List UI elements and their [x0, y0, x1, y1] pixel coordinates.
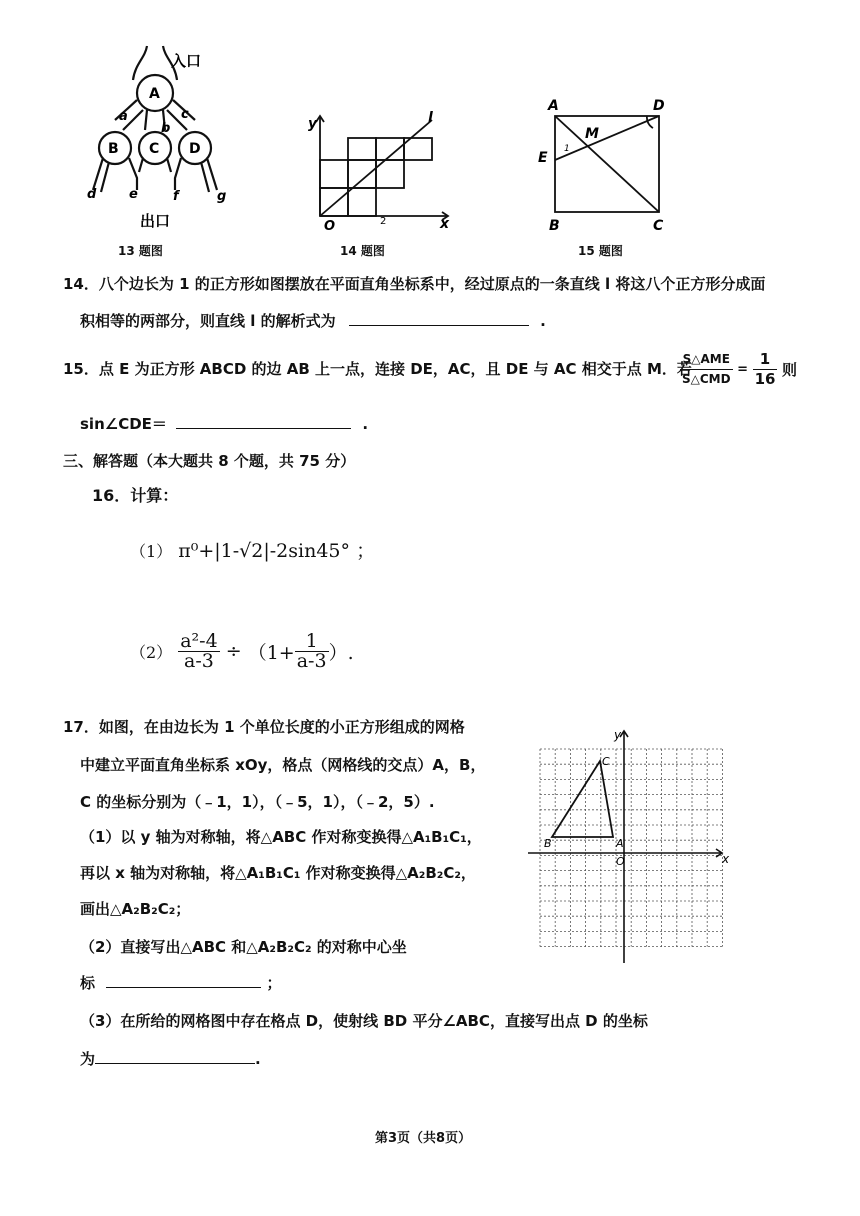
- q17-line6: 画出△A₂B₂C₂；: [80, 900, 191, 918]
- label-exit: 出口: [140, 212, 171, 230]
- q14-line2: 积相等的两部分，则直线 l 的解析式为 .: [80, 312, 546, 330]
- figure-15-square: [535, 96, 675, 236]
- q17-line4: （1）以 y 轴为对称轴，将△ABC 作对称变换得△A₁B₁C₁，: [80, 828, 482, 846]
- q17-line3: C 的坐标分别为（﹣1，1），（﹣5，1），（﹣2，5）.: [80, 793, 435, 811]
- svg-text:C: C: [149, 141, 160, 157]
- svg-text:M: M: [585, 126, 599, 142]
- svg-text:C: C: [653, 218, 664, 234]
- q16-part2: （2） $\frac{\text{a²-4}}{a-3}$ ÷ （1+ $\frac{1}{a-3}$ ）.: [130, 630, 354, 672]
- q17-line9: （3）在所给的网格图中存在格点 D，使射线 BD 平分∠ABC，直接写出点 D 的坐标: [80, 1012, 648, 1030]
- q16-part1: （1） π⁰+|1-√2|-2sin45° ；: [130, 540, 376, 562]
- svg-text:B: B: [108, 141, 119, 157]
- q15-ratio: $\frac{\text{S△AME}}{\text{S△CMD}}$ = $\frac{1}{16}$ 则: [682, 350, 797, 388]
- q14-line1: 14．八个边长为 1 的正方形如图摆放在平面直角坐标系中，经过原点的一条直线 l 将这八个正方形分成面: [63, 275, 766, 293]
- svg-text:x: x: [722, 852, 730, 866]
- figure-15-caption: 15 题图: [578, 244, 623, 258]
- figure-14-caption: 14 题图: [340, 244, 385, 258]
- q14-answer-blank[interactable]: [349, 311, 529, 326]
- svg-text:C: C: [602, 755, 610, 768]
- svg-text:c: c: [181, 107, 189, 122]
- q15-answer-blank[interactable]: [176, 414, 351, 429]
- q17-line7: （2）直接写出△ABC 和△A₂B₂C₂ 的对称中心坐: [80, 938, 407, 956]
- svg-text:2: 2: [380, 216, 387, 227]
- q16-title: 16．计算：: [92, 486, 179, 505]
- svg-text:A: A: [548, 98, 559, 114]
- svg-text:e: e: [129, 187, 138, 202]
- q17-coordinate-grid: [520, 725, 735, 970]
- svg-text:y: y: [614, 728, 622, 742]
- svg-text:D: D: [653, 98, 665, 114]
- q17-line1: 17．如图，在由边长为 1 个单位长度的小正方形组成的网格: [63, 718, 465, 736]
- page-footer: 第3页（共8页）: [375, 1131, 472, 1146]
- svg-text:O: O: [324, 219, 336, 233]
- svg-text:a: a: [119, 109, 128, 124]
- svg-text:B: B: [544, 837, 552, 850]
- label-entrance: 入口: [171, 52, 202, 70]
- svg-text:d: d: [87, 187, 97, 202]
- svg-text:D: D: [189, 141, 201, 157]
- q17-d-blank[interactable]: [95, 1049, 255, 1064]
- figure-13-maze: [85, 40, 245, 240]
- svg-text:A: A: [149, 86, 160, 102]
- section-3-title: 三、解答题（本大题共 8 个题，共 75 分）: [63, 452, 356, 470]
- svg-text:O: O: [616, 855, 625, 868]
- svg-text:g: g: [217, 189, 227, 204]
- q15-line2: sin∠CDE＝ .: [80, 415, 369, 433]
- figure-13-caption: 13 题图: [118, 244, 163, 258]
- q17-line10: 为 .: [80, 1050, 261, 1068]
- svg-text:b: b: [161, 121, 171, 136]
- svg-text:l: l: [428, 110, 433, 126]
- q15-line1: 15．点 E 为正方形 ABCD 的边 AB 上一点，连接 DE，AC，且 DE 与 AC 相交于点 M．若: [63, 360, 692, 378]
- svg-text:A: A: [616, 837, 624, 850]
- svg-text:f: f: [173, 189, 179, 204]
- q17-line8: 标 ；: [80, 974, 282, 992]
- svg-text:B: B: [549, 218, 560, 234]
- svg-text:1: 1: [564, 144, 570, 154]
- q17-line5: 再以 x 轴为对称轴，将△A₁B₁C₁ 作对称变换得△A₂B₂C₂，: [80, 864, 476, 882]
- svg-text:y: y: [308, 116, 318, 132]
- svg-text:E: E: [538, 150, 548, 166]
- figure-14-grid-squares: [290, 108, 460, 233]
- q17-center-blank[interactable]: [106, 973, 261, 988]
- q17-line2: 中建立平面直角坐标系 xOy，格点（网格线的交点）A，B，: [80, 756, 486, 774]
- svg-text:x: x: [440, 216, 450, 232]
